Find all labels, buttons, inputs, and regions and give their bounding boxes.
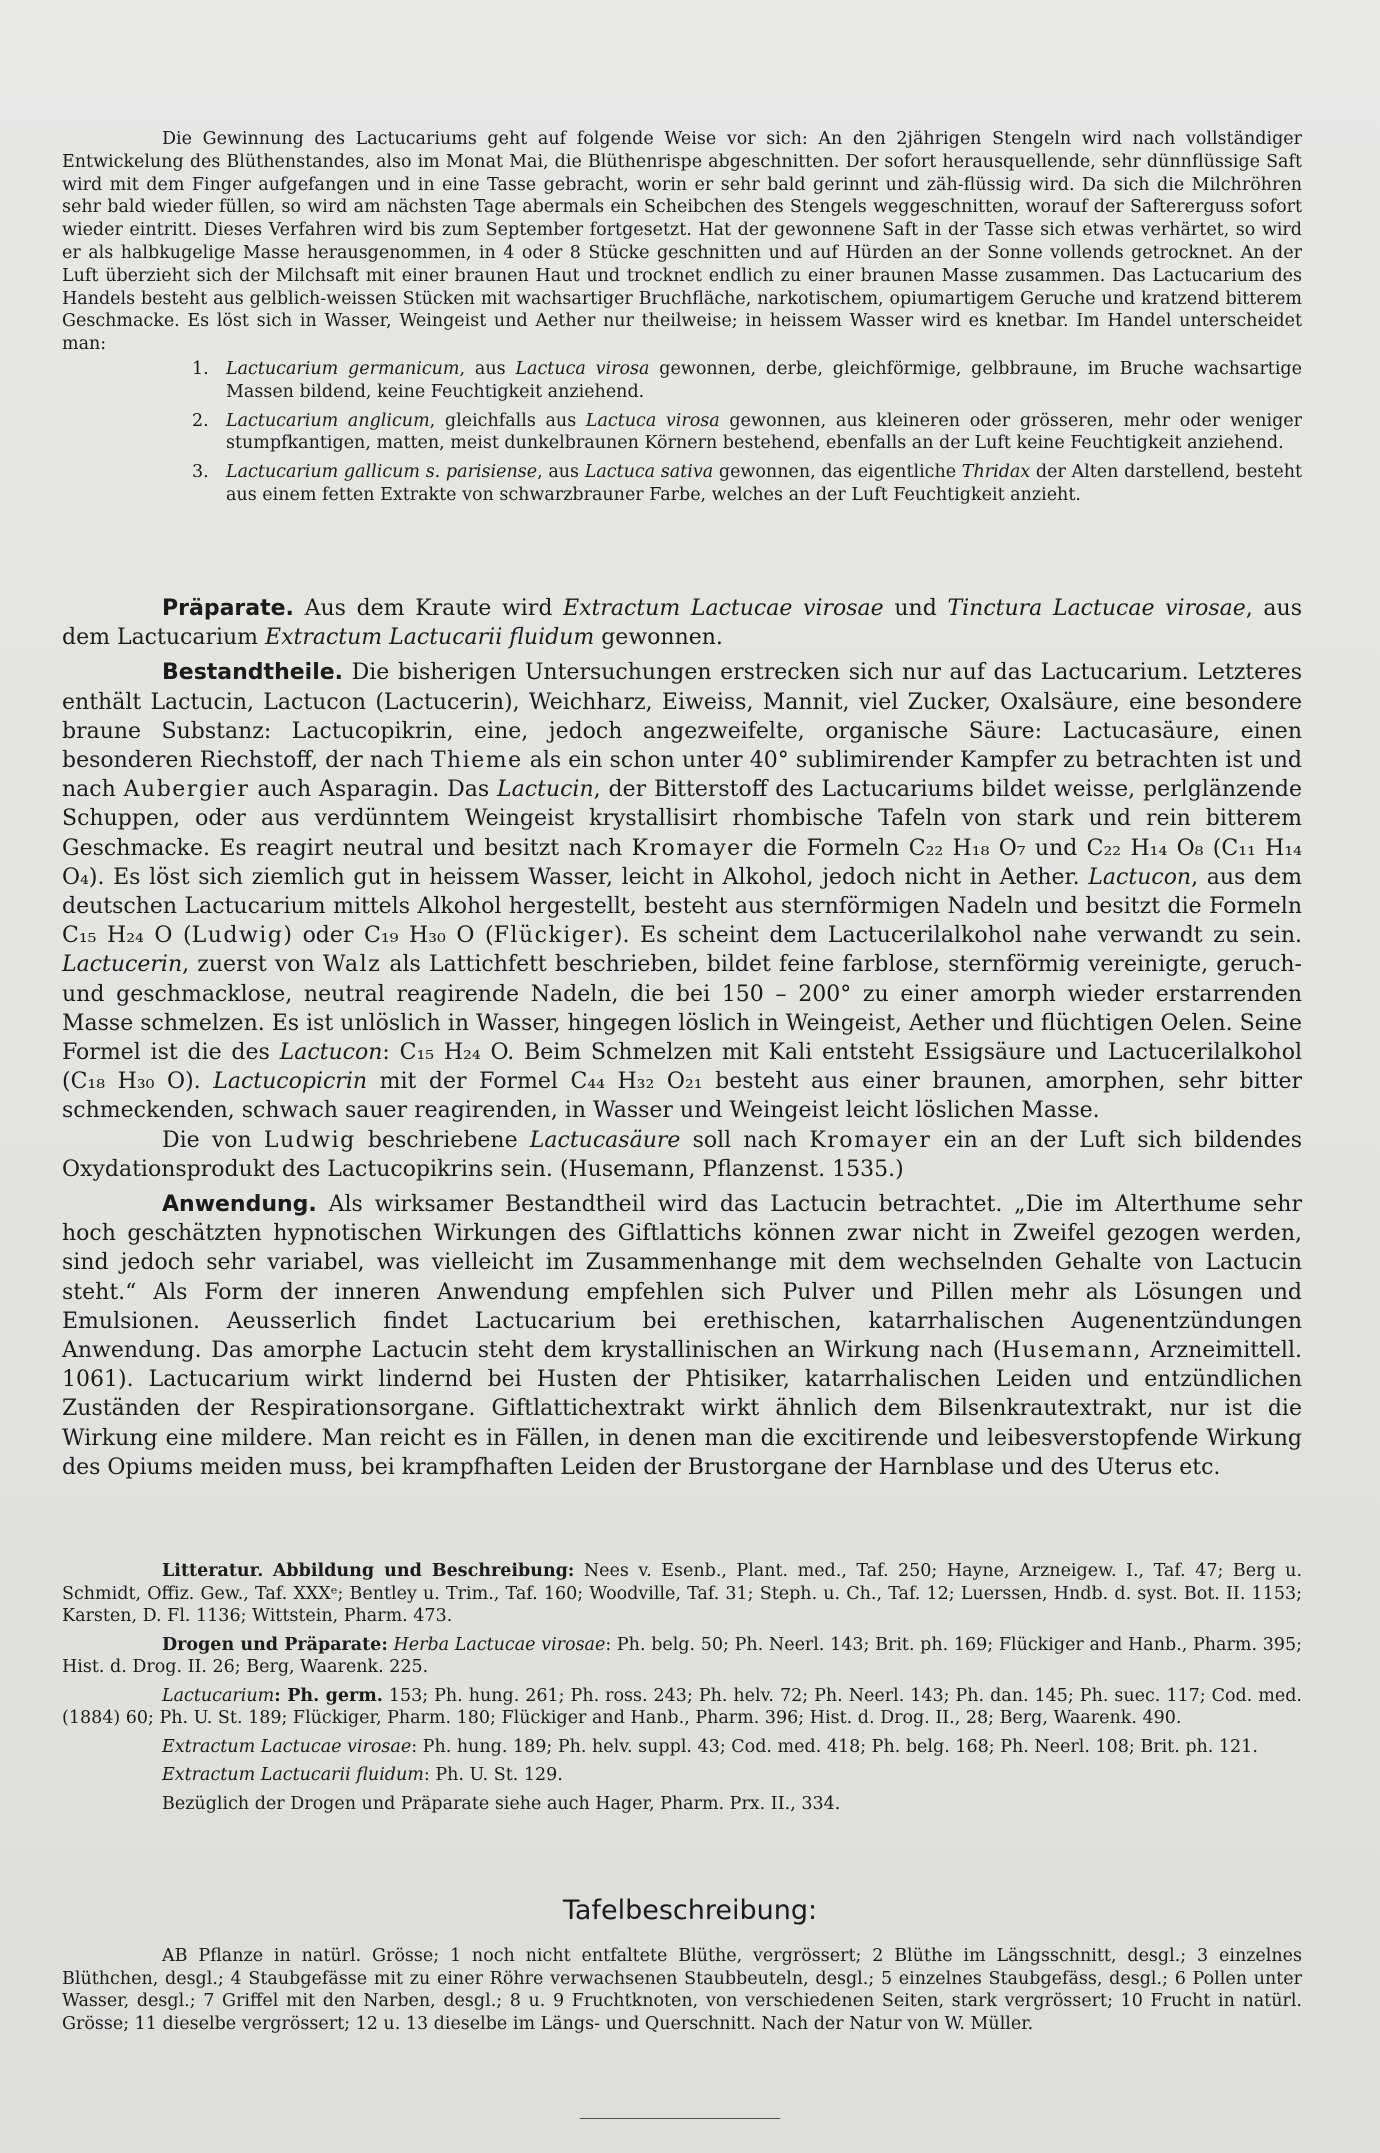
- section-heading: Anwendung.: [162, 1192, 317, 1218]
- main-section: [62, 594, 1302, 1482]
- list-item: 3. Lactucarium gallicum s. parisiense, aus Lactuca sativa gewonnen, das eigentliche Thridax der Alten darstellend, besteht aus einem fetten Extrakte von schwarzbrauner Farbe, welches an der Luft Feuchtigkeit anzieht.: [192, 462, 1302, 505]
- list-item-name: Lactucarium gallicum s. parisiense: [226, 462, 538, 483]
- bezueglich-paragraph: Bezüglich der Drogen und Präparate siehe auch Hager, Pharm. Prx. II., 334.: [162, 1793, 841, 1814]
- anwendung-paragraph: Anwendung. Als wirksamer Bestandtheil wird das Lactucin betrachtet. „Die im Alterthume sehr hoch geschätzten hypnotischen Wirkungen des Giftlattichs können zwar nicht in Zweifel gezogen werden, sind jedoch sehr variabel, was vielleicht im Zusammenhange mit dem wechselnden Gehalte von Lactucin steht.“ Als Form der inneren Anwendung empfehlen sich Pulver und Pillen mehr als Lösungen und Emulsionen. Aeusserlich findet Lactucarium bei erethischen, katarrhalischen Augenentzündungen Anwendung. Das amorphe Lactucin steht dem krystallinischen an Wirkung nach (Husemann, Arzneimittell. 1061). Lactucarium wirkt lindernd bei Husten der Phtisiker, katarrhalischen Leiden und entzündlichen Zuständen der Respirationsorgane. Giftlattichextrakt wirkt ähnlich dem Bilsenkrautextrakt, nur ist die Wirkung eine mildere. Man reicht es in Fällen, in denen man die excitirende und leibesverstopfende Wirkung des Opiums meiden muss, bei krampfhaften Leiden der Brustorgane der Harnblase und des Uterus etc.: [62, 1192, 1302, 1480]
- section-heading: Litteratur.: [162, 1561, 264, 1581]
- intro-paragraph: Die Gewinnung des Lactucariums geht auf folgende Weise vor sich: An den 2jährigen Stengeln wird nach vollständiger Entwickelung des Blüthenstandes, also im Monat Mai, die Blüthenrispe abgeschnitten. Der sofort herausquellende, sehr dünnflüssige Saft wird mit dem Finger aufgefangen und in eine Tasse gebracht, worin er sehr bald gerinnt und zäh-flüssig wird. Da sich die Milchröhren sehr bald wieder füllen, so wird am nächsten Tage abermals ein Scheibchen des Stengels weggeschnitten, worauf der Saftererguss sofort wieder eintritt. Dieses Verfahren wird bis zum September fortgesetzt. Hat der gewonnene Saft in der Tasse sich etwas verhärtet, so wird er als halbkugelige Masse herausgenommen, in 4 oder 8 Stücke geschnitten und auf Hürden an der Sonne vollends getrocknet. An der Luft überzieht sich der Milchsaft mit einer braunen Haut und trocknet endlich zu einer braunen Masse zusammen. Das Lactucarium des Handels besteht aus gelblich-weissen Stücken mit wachsartiger Bruchfläche, narkotischem, opiumartigem Geruche und kratzend bitterem Geschmacke. Es löst sich in Wasser, Weingeist und Aether nur theilweise; in heissem Wasser wird es knetbar. Im Handel unterscheidet man:: [62, 129, 1302, 355]
- list-item: 2. Lactucarium anglicum, gleichfalls aus Lactuca virosa gewonnen, aus kleineren oder grösseren, mehr oder weniger stumpfkantigen, matten, meist dunkelbraunen Körnern bestehend, ebenfalls an der Luft keine Feuchtigkeit anziehend.: [192, 410, 1302, 454]
- intro-section: [62, 128, 1302, 513]
- section-heading: Bestandtheile.: [162, 660, 344, 686]
- divider: [580, 2118, 780, 2119]
- extractum-fluidum-paragraph: Extractum Lactucarii fluidum: Ph. U. St. 129.: [162, 1765, 563, 1785]
- list-number: 3.: [192, 462, 209, 483]
- extractum-paragraph: Extractum Lactucae virosae: Ph. hung. 189; Ph. helv. suppl. 43; Cod. med. 418; Ph. belg. 168; Ph. Neerl. 108; Brit. ph. 121.: [162, 1736, 1258, 1757]
- plate-title: Tafelbeschreibung:: [562, 1895, 818, 1926]
- plate-description-text: AB Pflanze in natürl. Grösse; 1 noch nicht entfaltete Blüthe, vergrössert; 2 Blüthe im Längsschnitt, desgl.; 3 einzelnes Blüthchen, desgl.; 4 Staubgefässe mit zu einer Röhre verwachsenen Staubbeuteln, desgl.; 5 einzelnes Staubgefäss, desgl.; 6 Pollen unter Wasser, desgl.; 7 Griffel mit den Narben, desgl.; 8 u. 9 Fruchtknoten, von verschiedenen Seiten, stark vergrössert; 10 Frucht in natürl. Grösse; 11 dieselbe vergrössert; 12 u. 13 dieselbe im Längs- und Querschnitt. Nach der Natur von W. Müller.: [62, 1946, 1302, 2034]
- list-number: 1.: [192, 358, 209, 379]
- lactucarium-list: [62, 358, 1302, 507]
- list-item-name: Lactucarium germanicum: [226, 358, 460, 379]
- bestandtheile-paragraph-2: Die von Ludwig beschriebene Lactucasäure soll nach Kromayer ein an der Luft sich bildendes Oxydationsprodukt des Lactucopikrins sein. (Husemann, Pflanzenst. 1535.): [62, 1127, 1302, 1182]
- list-number: 2.: [192, 410, 209, 431]
- literature-section: [62, 1560, 1302, 1821]
- plate-description: [62, 1945, 1302, 2041]
- literature-paragraph: Litteratur. Abbildung und Beschreibung: Nees v. Esenb., Plant. med., Taf. 250; Hayne, Arzneigew. I., Taf. 47; Berg u. Schmidt, Offiz. Gew., Taf. XXXᵉ; Bentley u. Trim., Taf. 160; Woodville, Taf. 31; Steph. u. Ch., Taf. 12; Luerssen, Hndb. d. syst. Bot. II. 1153; Karsten, D. Fl. 1136; Wittstein, Pharm. 473.: [62, 1561, 1303, 1626]
- bestandtheile-paragraph: Bestandtheile. Die bisherigen Untersuchungen erstrecken sich nur auf das Lactucarium. Letzteres enthält Lactucin, Lactucon (Lactucerin), Weichharz, Eiweiss, Mannit, viel Zucker, Oxalsäure, eine besondere braune Substanz: Lactucopikrin, eine, jedoch angezweifelte, organische Säure: Lactucasäure, einen besonderen Riechstoff, der nach Thieme als ein schon unter 40° sublimirender Kampfer zu betrachten ist und nach Aubergier auch Asparagin. Das Lactucin, der Bitterstoff des Lactucariums bildet weisse, perlglänzende Schuppen, oder aus verdünntem Weingeist krystallisirt rhombische Tafeln von stark und rein bitterem Geschmacke. Es reagirt neutral und besitzt nach Kromayer die Formeln C₂₂ H₁₈ O₇ und C₂₂ H₁₄ O₈ (C₁₁ H₁₄ O₄). Es löst sich ziemlich gut in heissem Wasser, leicht in Alkohol, jedoch nicht in Aether. Lactucon, aus dem deutschen Lactucarium mittels Alkohol hergestellt, besteht aus sternförmigen Nadeln und besitzt die Formeln C₁₅ H₂₄ O (Ludwig) oder C₁₉ H₃₀ O (Flückiger). Es scheint dem Lactucerilalkohol nahe verwandt zu sein. Lactucerin, zuerst von Walz als Lattichfett beschrieben, bildet feine farblose, sternförmig vereinigte, geruch- und geschmacklose, neutral reagirende Nadeln, die bei 150 – 200° zu einer amorph wieder erstarrenden Masse schmelzen. Es ist unlöslich in Wasser, hingegen löslich in Weingeist, Aether und flüchtigen Oelen. Seine Formel ist die des Lactucon: C₁₅ H₂₄ O. Beim Schmelzen mit Kali entsteht Essigsäure und Lactucerilalkohol (C₁₈ H₃₀ O). Lactucopicrin mit der Formel C₄₄ H₃₂ O₂₁ besteht aus einer braunen, amorphen, sehr bitter schmeckenden, schwach sauer reagirenden, in Wasser und Weingeist leicht löslichen Masse.: [62, 660, 1303, 1124]
- praeparate-paragraph: Präparate. Aus dem Kraute wird Extractum Lactucae virosae und Tinctura Lactucae virosae, aus dem Lactucarium Extractum Lactucarii fluidum gewonnen.: [62, 596, 1303, 651]
- list-item: 1. Lactucarium germanicum, aus Lactuca virosa gewonnen, derbe, gleichförmige, gelbbraune, im Bruche wachsartige Massen bildend, keine Feuchtigkeit anziehend.: [192, 358, 1302, 402]
- drogen-paragraph: Drogen und Präparate: Herba Lactucae virosae: Ph. belg. 50; Ph. Neerl. 143; Brit. ph. 169; Flückiger and Hanb., Pharm. 395; Hist. d. Drog. II. 26; Berg, Waarenk. 225.: [62, 1634, 1302, 1677]
- lactucarium-paragraph: Lactucarium: Ph. germ. 153; Ph. hung. 261; Ph. ross. 243; Ph. helv. 72; Ph. Neerl. 143; Ph. dan. 145; Ph. suec. 117; Cod. med. (1884) 60; Ph. U. St. 189; Flückiger, Pharm. 180; Flückiger and Hanb., Pharm. 396; Hist. d. Drog. II., 28; Berg, Waarenk. 490.: [62, 1685, 1302, 1728]
- section-heading: Präparate.: [162, 596, 294, 621]
- list-item-name: Lactucarium anglicum: [226, 410, 430, 431]
